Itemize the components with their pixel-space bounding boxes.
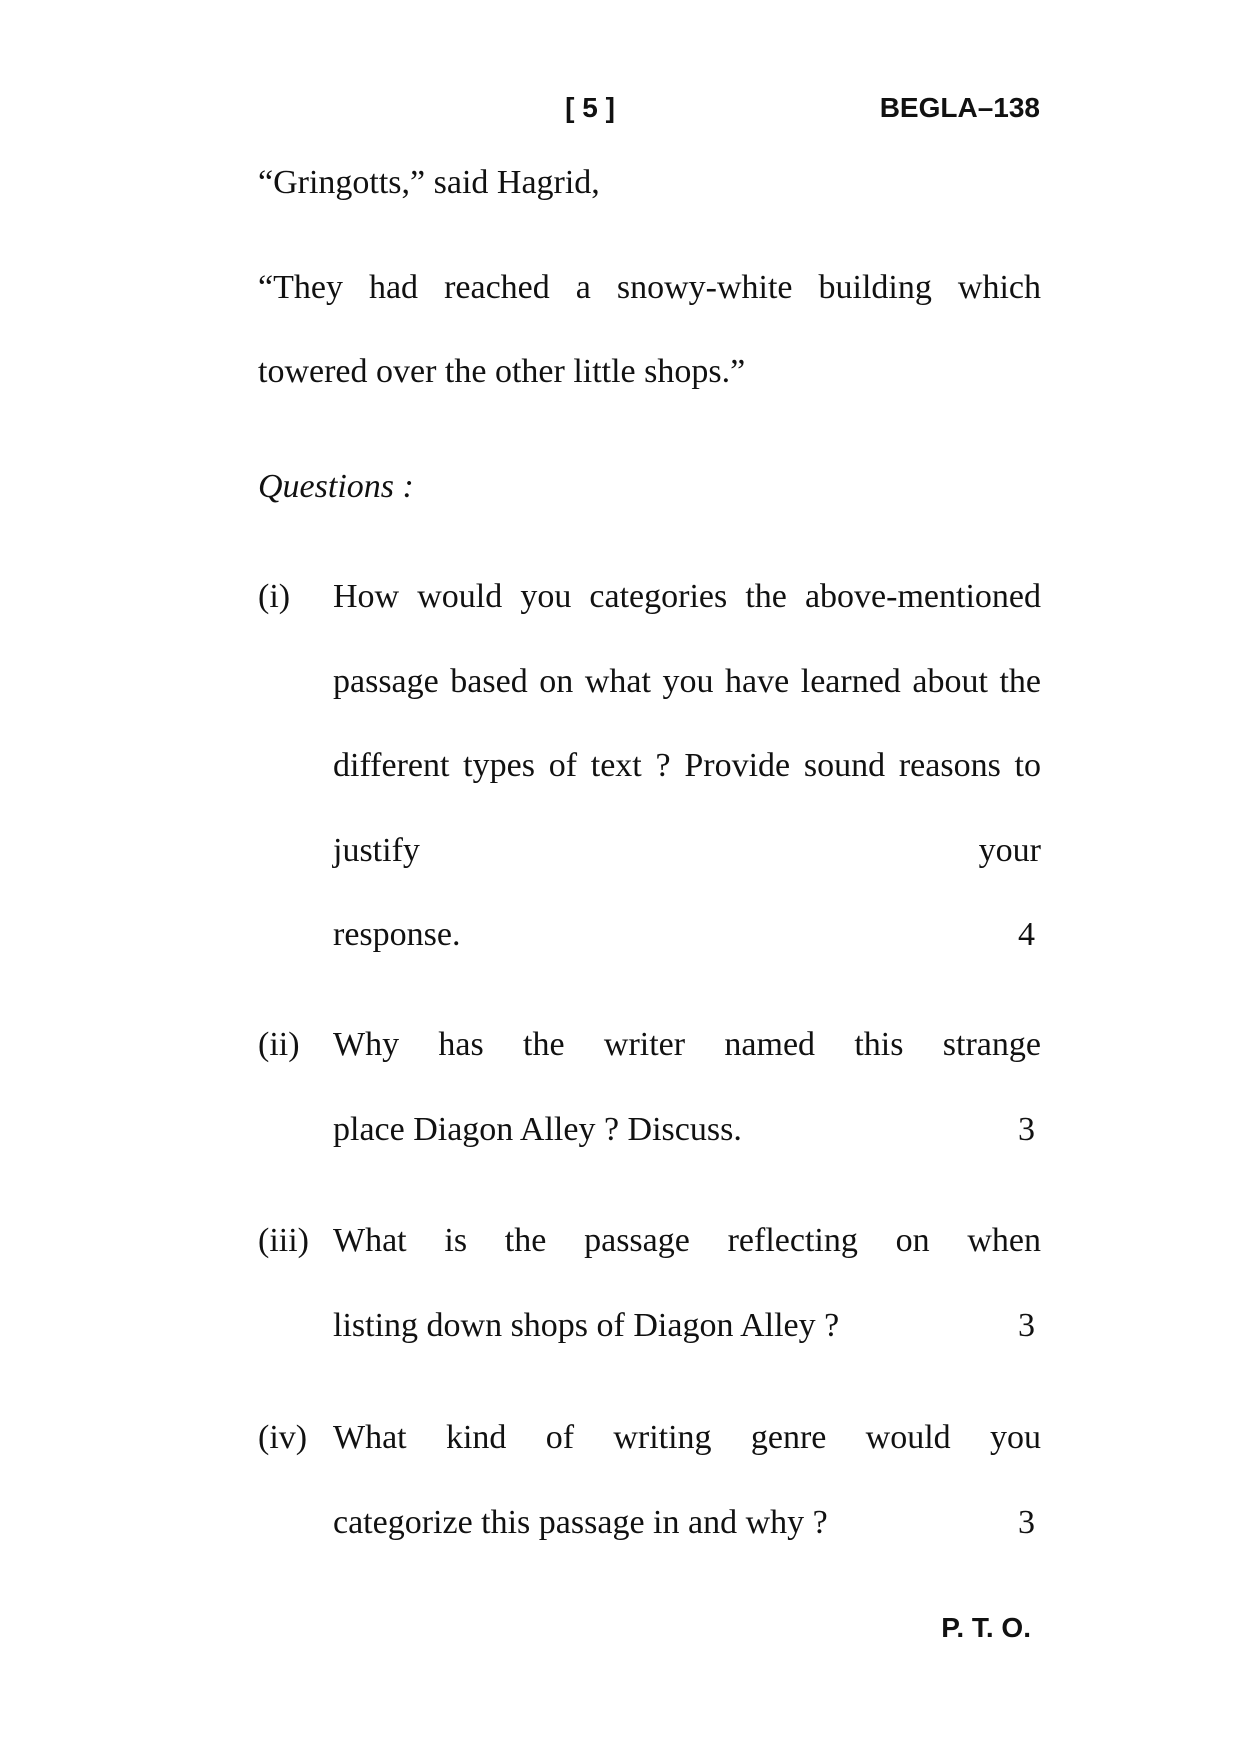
question-last-line: place Diagon Alley ? Discuss. bbox=[333, 1110, 742, 1148]
passage-paragraph: “They had reached a snowy-white building which towered over the other little shops.” bbox=[258, 269, 1041, 390]
question-last-line: categorize this passage in and why ? bbox=[333, 1503, 828, 1541]
pto-label: P. T. O. bbox=[941, 1612, 1031, 1643]
passage-line: “Gringotts,” said Hagrid, bbox=[258, 164, 600, 201]
question-text: Why has the writer named this strange bbox=[333, 1026, 1041, 1063]
paper-code: BEGLA–138 bbox=[879, 92, 1040, 123]
question-label: (i) bbox=[258, 578, 291, 615]
questions-heading: Questions : bbox=[258, 468, 414, 505]
question-marks: 3 bbox=[1018, 1503, 1035, 1541]
question-last-line: listing down shops of Diagon Alley ? bbox=[333, 1306, 840, 1344]
question-marks: 3 bbox=[1018, 1306, 1035, 1344]
question-last-line: response. bbox=[333, 916, 461, 953]
question-text: What is the passage reflecting on when bbox=[333, 1222, 1041, 1259]
question-label: (ii) bbox=[258, 1026, 300, 1063]
page-number: [ 5 ] bbox=[565, 92, 615, 123]
question-text: How would you categories the above-mentioned passage based on what you have learned about the different types of text ? Provide sound reasons to justify your bbox=[333, 578, 1041, 869]
question-label: (iv) bbox=[258, 1419, 308, 1456]
question-text: What kind of writing genre would you bbox=[333, 1419, 1041, 1456]
question-marks: 4 bbox=[1018, 916, 1035, 953]
question-marks: 3 bbox=[1018, 1110, 1035, 1148]
question-label: (iii) bbox=[258, 1222, 309, 1259]
